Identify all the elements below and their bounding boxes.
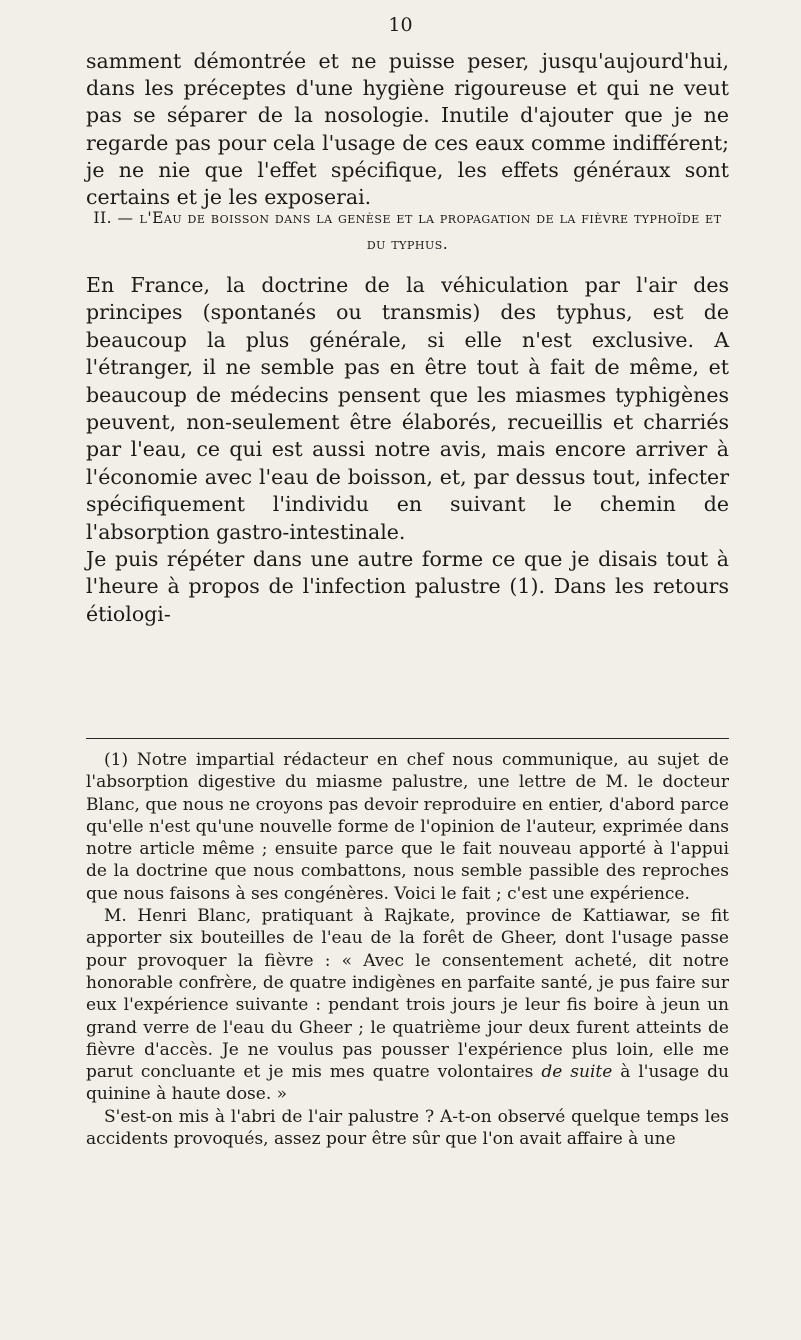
- body-paragraph-2: Je puis répéter dans une autre forme ce que je disais tout à l'heure à propos de l'infection palustre (1). Dans les retours étiologi-: [86, 547, 729, 626]
- continuation-paragraph: [86, 48, 729, 211]
- footnote-paragraph-2-end: à l'usage du quinine à haute dose. »: [86, 1062, 729, 1105]
- section-heading: [86, 205, 729, 257]
- body-paragraph-1: En France, la doctrine de la véhiculation par l'air des principes (spontanés ou transmis) des typhus, est de beaucoup la plus générale, si elle n'est exclusive. A l'étranger, il ne semble pas en être tout à fait de même, et beaucoup de médecins pensent que les miasmes typhigènes peuvent, non-seulement être élaborés, recueillis et charriés par l'eau, ce qui est aussi notre avis, mais encore arriver à l'économie avec l'eau de boisson, et, par dessus tout, infecter spécifiquement l'individu en suivant le chemin de l'absorption gastro-intestinale.: [86, 273, 729, 544]
- footnote: [86, 749, 729, 1150]
- footnote-divider: [86, 738, 729, 739]
- footnote-paragraph-3: S'est-on mis à l'abri de l'air palustre ? A-t-on observé quelque temps les accidents provoqués, assez pour être sûr que l'on avait affaire à une: [86, 1106, 729, 1150]
- continuation-text: samment démontrée et ne puisse peser, jusqu'aujourd'hui, dans les préceptes d'une hygiène rigoureuse et qui ne veut pas se séparer de la nosologie. Inutile d'ajouter que je ne regarde pas pour cela l'usage de ces eaux comme indifférent; je ne nie que l'effet spécifique, les effets généraux sont certains et je les exposerai.: [86, 49, 729, 210]
- footnote-paragraph-1: (1) Notre impartial rédacteur en chef nous communique, au sujet de l'absorption digestive du miasme palustre, une lettre de M. le docteur Blanc, que nous ne croyons pas devoir reproduire en entier, d'abord parce qu'elle n'est qu'une nouvelle forme de l'opinion de l'auteur, exprimée dans notre article même ; ensuite parce que le fait nouveau apporté à l'appui de la doctrine que nous combattons, nous semble passible des reproches que nous faisons à ses congénères. Voici le fait ; c'est une expérience.: [86, 750, 729, 904]
- section-title: l'Eau de boisson dans la genèse et la propagation de la fièvre typhoïde et du typhus.: [139, 209, 722, 253]
- footnote-paragraph-2: [86, 905, 729, 1106]
- body-text: [86, 272, 729, 628]
- section-number: II. —: [93, 209, 134, 227]
- footnote-paragraph-2-start: M. Henri Blanc, pratiquant à Rajkate, province de Kattiawar, se fit apporter six bouteilles de l'eau de la forêt de Gheer, dont l'usage passe pour provoquer la fièvre : « Avec le consentement acheté, dit notre honorable confrère, de quatre indigènes en parfaite santé, je pus faire sur eux l'expérience suivante : pendant trois jours je leur fis boire à jeun un grand verre de l'eau du Gheer ; le quatrième jour deux furent atteints de fièvre d'accès. Je ne voulus pas pousser l'expérience plus loin, elle me parut concluante et je mis mes quatre volontaires: [86, 906, 729, 1083]
- page-number: 10: [388, 14, 413, 36]
- footnote-italic-phrase: de suite: [541, 1062, 613, 1083]
